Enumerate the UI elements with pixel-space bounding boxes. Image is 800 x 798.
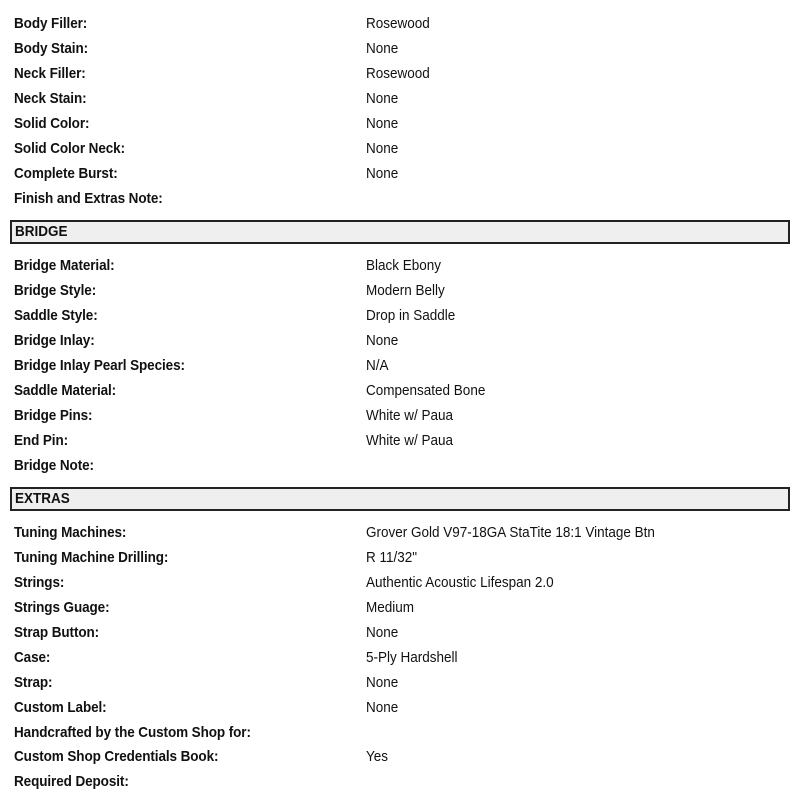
spec-value: Authentic Acoustic Lifespan 2.0 xyxy=(366,574,554,591)
spec-row-body-filler xyxy=(0,11,800,36)
spec-label: Strings: xyxy=(14,574,65,591)
spec-value: Rosewood xyxy=(366,15,430,32)
spec-row-custom-label xyxy=(0,695,800,720)
spec-row-handcrafted-for xyxy=(0,720,800,745)
spec-label: Strings Guage: xyxy=(14,599,110,616)
spec-value: None xyxy=(366,40,399,57)
spec-label: Bridge Note: xyxy=(14,457,94,474)
spec-row-tuning-machines xyxy=(0,520,800,545)
spec-row-bridge-inlay xyxy=(0,328,800,353)
spec-label: Strap: xyxy=(14,674,53,691)
spec-row-bridge-style xyxy=(0,278,800,303)
spec-value: None xyxy=(366,90,399,107)
spec-row-credentials-book xyxy=(0,744,800,769)
spec-label: Finish and Extras Note: xyxy=(14,190,163,207)
spec-row-neck-filler xyxy=(0,61,800,86)
spec-row-complete-burst xyxy=(0,161,800,186)
spec-label: Solid Color: xyxy=(14,115,90,132)
spec-label: Bridge Inlay: xyxy=(14,332,95,349)
spec-row-bridge-pins xyxy=(0,403,800,428)
spec-row-bridge-inlay-pearl xyxy=(0,353,800,378)
spec-label: Bridge Inlay Pearl Species: xyxy=(14,357,185,374)
section-title: EXTRAS xyxy=(15,490,70,507)
spec-value: 5-Ply Hardshell xyxy=(366,649,458,666)
spec-label: Tuning Machine Drilling: xyxy=(14,549,169,566)
spec-label: Solid Color Neck: xyxy=(14,140,125,157)
spec-row-solid-color-neck xyxy=(0,136,800,161)
spec-label: Bridge Material: xyxy=(14,257,115,274)
spec-label: Strap Button: xyxy=(14,624,100,641)
spec-value: None xyxy=(366,699,399,716)
spec-label: Custom Shop Credentials Book: xyxy=(14,748,219,765)
spec-row-end-pin xyxy=(0,428,800,453)
spec-value: Rosewood xyxy=(366,65,430,82)
spec-row-strap-button xyxy=(0,620,800,645)
spec-label: Custom Label: xyxy=(14,699,107,716)
spec-value: Drop in Saddle xyxy=(366,307,456,324)
section-title: BRIDGE xyxy=(15,223,68,240)
spec-row-tuning-drilling xyxy=(0,545,800,570)
section-header-extras xyxy=(10,487,790,511)
spec-label: Saddle Material: xyxy=(14,382,117,399)
spec-label: Neck Stain: xyxy=(14,90,87,107)
spec-row-bridge-note xyxy=(0,453,800,478)
spec-row-saddle-material xyxy=(0,378,800,403)
spec-row-saddle-style xyxy=(0,303,800,328)
spec-value: Grover Gold V97-18GA StaTite 18:1 Vintage Btn xyxy=(366,524,655,541)
spec-value: Medium xyxy=(366,599,415,616)
spec-label: Complete Burst: xyxy=(14,165,118,182)
spec-value: N/A xyxy=(366,357,389,374)
spec-label: End Pin: xyxy=(14,432,69,449)
spec-label: Bridge Style: xyxy=(14,282,97,299)
spec-value: White w/ Paua xyxy=(366,432,454,449)
spec-value: None xyxy=(366,165,399,182)
spec-value: Compensated Bone xyxy=(366,382,486,399)
spec-row-strings xyxy=(0,570,800,595)
spec-label: Case: xyxy=(14,649,51,666)
spec-label: Handcrafted by the Custom Shop for: xyxy=(14,724,251,741)
spec-label: Tuning Machines: xyxy=(14,524,127,541)
spec-label: Bridge Pins: xyxy=(14,407,93,424)
spec-label: Neck Filler: xyxy=(14,65,86,82)
spec-value: White w/ Paua xyxy=(366,407,454,424)
spec-label: Saddle Style: xyxy=(14,307,98,324)
spec-row-body-stain xyxy=(0,36,800,61)
spec-value: R 11/32" xyxy=(366,549,418,566)
spec-row-neck-stain xyxy=(0,86,800,111)
spec-value: Modern Belly xyxy=(366,282,445,299)
spec-value: None xyxy=(366,624,399,641)
spec-label: Body Stain: xyxy=(14,40,89,57)
spec-row-finish-note xyxy=(0,186,800,211)
spec-label: Body Filler: xyxy=(14,15,88,32)
spec-row-case xyxy=(0,645,800,670)
spec-label: Required Deposit: xyxy=(14,773,129,790)
spec-value: None xyxy=(366,332,399,349)
spec-value: None xyxy=(366,674,399,691)
spec-row-strap xyxy=(0,670,800,695)
spec-row-strings-gauge xyxy=(0,595,800,620)
spec-row-required-deposit xyxy=(0,769,800,794)
spec-row-bridge-material xyxy=(0,253,800,278)
spec-value: None xyxy=(366,140,399,157)
section-header-bridge xyxy=(10,220,790,244)
spec-value: Yes xyxy=(366,748,389,765)
spec-value: None xyxy=(366,115,399,132)
spec-value: Black Ebony xyxy=(366,257,442,274)
spec-row-solid-color xyxy=(0,111,800,136)
